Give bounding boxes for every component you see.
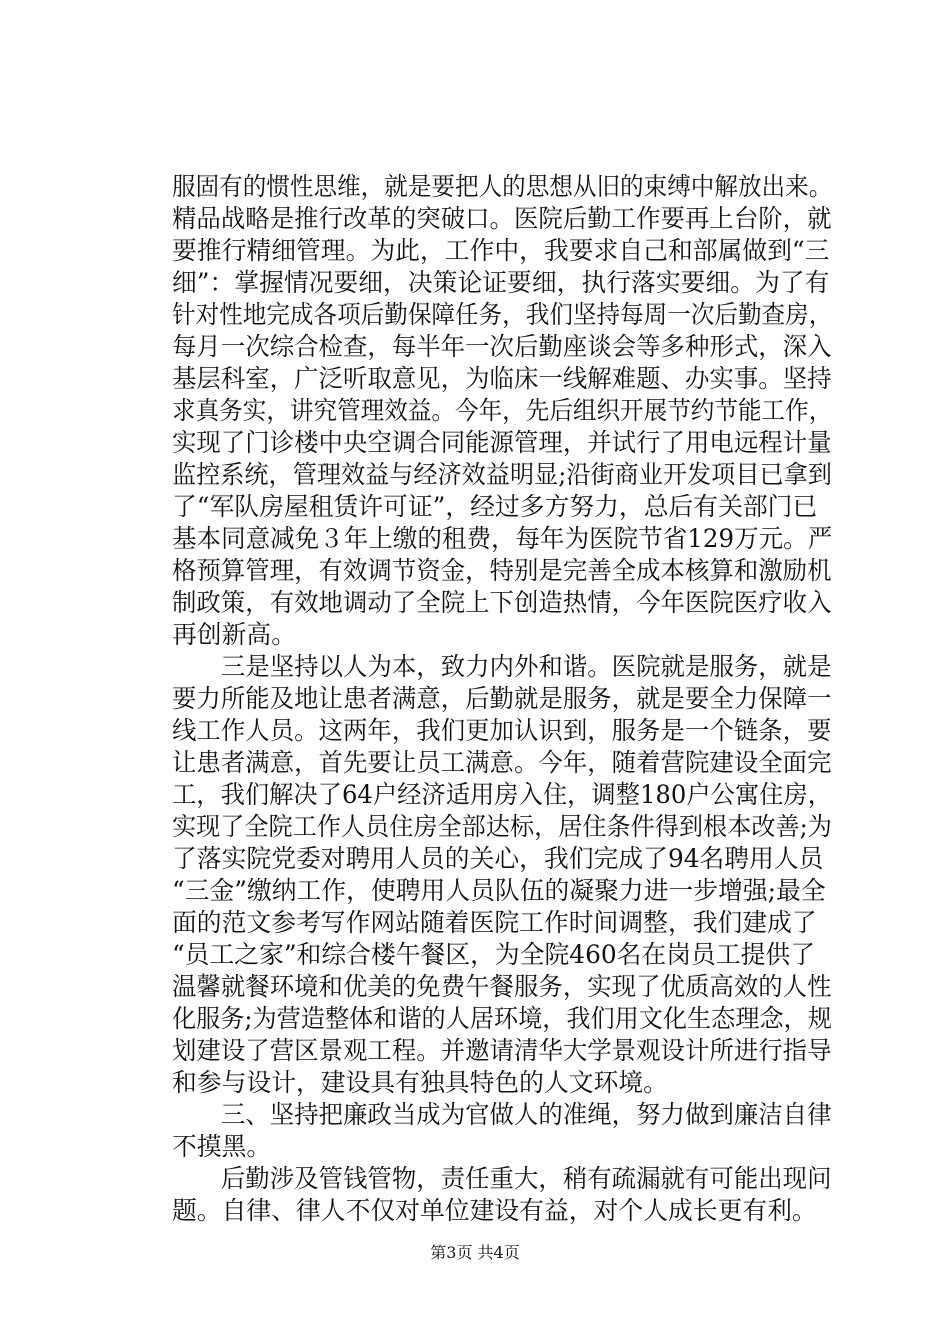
text-line: 针对性地完成各项后勤保障任务，我们坚持每周一次后勤查房， (172, 300, 833, 329)
text-line: 后勤涉及管钱管物，责任重大，稍有疏漏就有可能出现问 (172, 1164, 832, 1193)
text-line: 制政策，有效地调动了全院上下创造热情，今年医院医疗收入 (172, 588, 832, 617)
text-line: 三、坚持把廉政当成为官做人的准绳，努力做到廉洁自律 (172, 1100, 832, 1129)
text-line: 基本同意减免３年上缴的租费，每年为医院节省129万元。严 (172, 524, 833, 553)
text-line: 实现了门诊楼中央空调合同能源管理，并试行了用电远程计量 (172, 428, 832, 457)
text-line: 基层科室，广泛听取意见，为临床一线解难题、办实事。坚持 (172, 364, 832, 393)
text-line: 和参与设计，建设具有独具特色的人文环境。 (172, 1068, 668, 1097)
page-number-footer: 第3页 共4页 (430, 1243, 520, 1262)
text-line: 三是坚持以人为本，致力内外和谐。医院就是服务，就是 (172, 652, 832, 681)
text-line: 细”：掌握情况要细，决策论证要细，执行落实要细。为了有 (172, 268, 830, 297)
text-line: 面的范文参考写作网站随着医院工作时间调整，我们建成了 (172, 908, 817, 937)
text-line: 化服务;为营造整体和谐的人居环境，我们用文化生态理念，规 (172, 1004, 832, 1033)
text-line: 监控系统，管理效益与经济效益明显;沿街商业开发项目已拿到 (172, 460, 832, 489)
text-line: 服固有的惯性思维，就是要把人的思想从旧的束缚中解放出来。 (172, 172, 833, 201)
text-line: 温馨就餐环境和优美的免费午餐服务，实现了优质高效的人性 (172, 972, 832, 1001)
text-line: 不摸黑。 (172, 1132, 272, 1161)
text-line: “三金”缴纳工作，使聘用人员队伍的凝聚力进一步增强;最全 (172, 876, 826, 905)
text-line: 再创新高。 (172, 620, 296, 649)
text-line: 每月一次综合检查，每半年一次后勤座谈会等多种形式，深入 (172, 332, 832, 361)
text-line: 了“军队房屋租赁许可证”，经过多方努力，总后有关部门已 (172, 492, 818, 521)
text-line: 工，我们解决了64户经济适用房入住，调整180户公寓住房， (172, 780, 833, 809)
text-line: 划建设了营区景观工程。并邀请清华大学景观设计所进行指导 (172, 1036, 832, 1065)
text-line: 精品战略是推行改革的突破口。医院后勤工作要再上台阶，就 (172, 204, 832, 233)
text-line: 线工作人员。这两年，我们更加认识到，服务是一个链条，要 (172, 716, 832, 745)
text-line: 了落实院党委对聘用人员的关心，我们完成了94名聘用人员 (172, 844, 824, 873)
text-line: 要力所能及地让患者满意，后勤就是服务，就是要全力保障一 (172, 684, 832, 713)
text-line: 实现了全院工作人员住房全部达标，居住条件得到根本改善;为 (172, 812, 832, 841)
text-line: 格预算管理，有效调节资金，特别是完善全成本核算和激励机 (172, 556, 832, 585)
text-line: 让患者满意，首先要让员工满意。今年，随着营院建设全面完 (172, 748, 832, 777)
text-line: “员工之家”和综合楼午餐区，为全院460名在岗员工提供了 (172, 940, 816, 969)
text-line: 题。自律、律人不仅对单位建设有益，对个人成长更有利。 (172, 1196, 817, 1225)
text-line: 求真务实，讲究管理效益。今年，先后组织开展节约节能工作， (172, 396, 833, 425)
text-line: 要推行精细管理。为此，工作中，我要求自己和部属做到“三 (172, 236, 830, 265)
